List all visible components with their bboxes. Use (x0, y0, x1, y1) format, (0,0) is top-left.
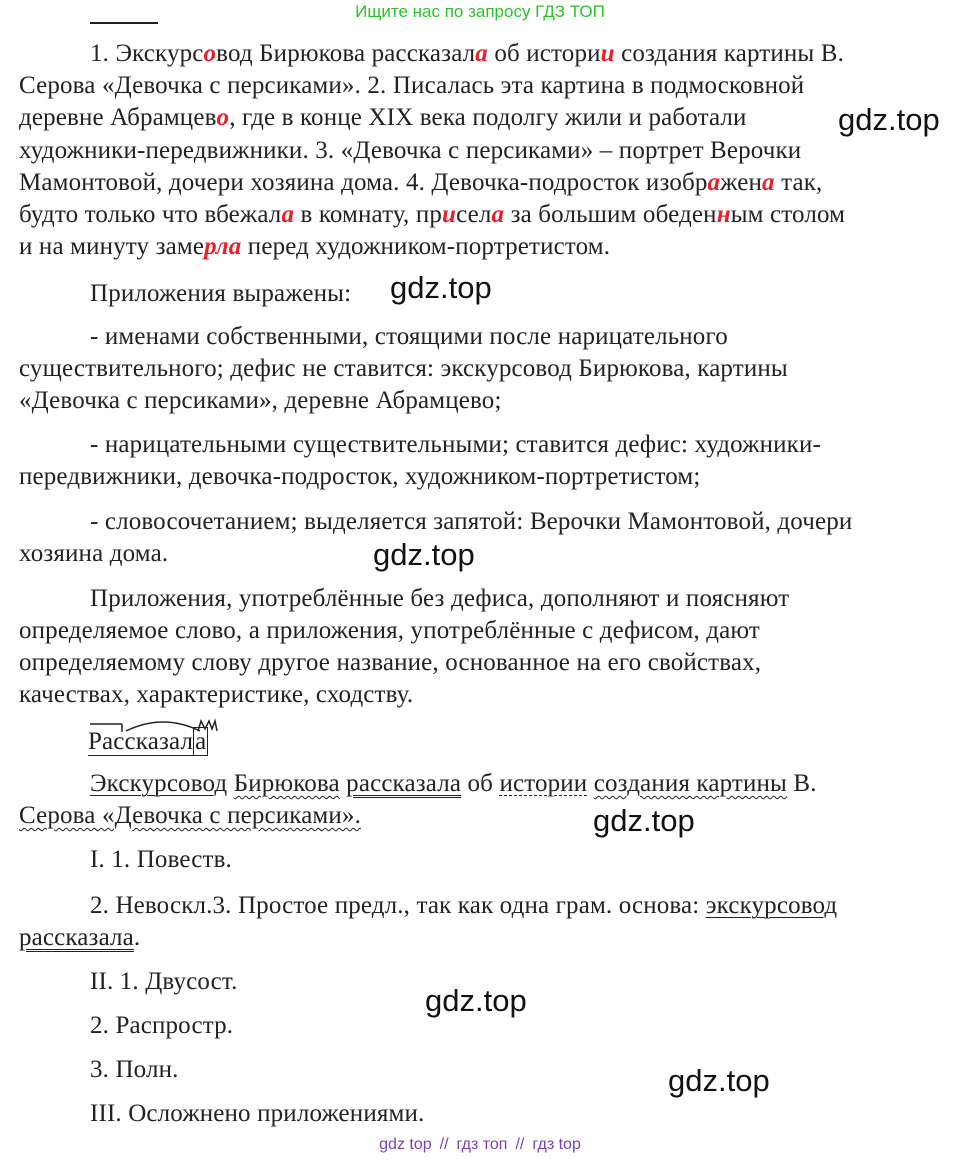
analysis-item-5: 3. Полн. (90, 1056, 179, 1083)
item-3-line-2: хозяина дома. (19, 540, 169, 567)
conclusion-line-3: определяемому слову другое название, основанное на его свойствах, (19, 649, 762, 676)
watermark: gdz.top (838, 102, 940, 137)
item-1-line-1: - именами собственными, стоящими после нарицательного (90, 323, 728, 350)
bottom-links (0, 1136, 960, 1154)
item-1-line-3: «Девочка с персиками», деревне Абрамцево; (19, 387, 502, 414)
watermark: gdz.top (390, 270, 492, 305)
analysis-item-2-cont: рассказала. (19, 924, 141, 951)
top-divider (90, 22, 158, 24)
subject: Экскурсовод (90, 770, 228, 797)
word-stem: Рассказал (88, 728, 194, 755)
object: истории (499, 770, 588, 797)
bottom-separator: // (515, 1136, 525, 1153)
watermark: gdz.top (593, 803, 695, 838)
bottom-link-3[interactable]: гдз top (532, 1136, 581, 1153)
appositions-heading: Приложения выражены: (90, 280, 352, 307)
conclusion-line-2: определяемое слово, а приложения, употреблённые с дефисом, дают (19, 617, 760, 644)
top-banner[interactable]: Ищите нас по запросу ГДЗ ТОП (355, 2, 605, 21)
analysis-item-3: II. 1. Двусост. (90, 968, 238, 995)
analysis-item-2: 2. Невоскл.3. Простое предл., так как одна грам. основа: экскурсовод (90, 892, 838, 919)
analysis-item-4: 2. Распростр. (90, 1012, 234, 1039)
item-2-line-2: передвижники, девочка-подросток, художником-портретистом; (19, 463, 701, 490)
paragraph-1-line-5: Мамонтовой, дочери хозяина дома. 4. Девочка-подросток изображена так, (19, 169, 823, 196)
paragraph-1-line-7: и на минуту замерла перед художником-портретистом. (19, 233, 611, 260)
analysis-item-1: I. 1. Повеств. (90, 846, 232, 873)
apposition: Бирюкова (233, 770, 340, 797)
attribute: создания картины (593, 770, 787, 797)
paragraph-1-line-6: будто только что вбежала в комнату, присела за большим обеденным столом (19, 201, 846, 228)
conclusion-line-4: качествах, характеристике, сходству. (19, 681, 414, 708)
bottom-link-1[interactable]: gdz top (379, 1136, 432, 1153)
morpheme-word (90, 726, 208, 758)
predicate: рассказала (346, 770, 462, 797)
analysis-sentence-line-1: Экскурсовод Бирюкова рассказала об истории создания картины В. (90, 770, 817, 797)
bottom-link-2[interactable]: гдз топ (456, 1136, 508, 1153)
item-1-line-2: существительного; дефис не ставится: экскурсовод Бирюкова, картины (19, 355, 788, 382)
watermark: gdz.top (373, 537, 475, 572)
paragraph-1-line-1: 1. Экскурсовод Бирюкова рассказала об истории создания картины В. (90, 40, 844, 67)
analysis-item-6: III. Осложнено приложениями. (90, 1100, 425, 1127)
predicate: рассказала (19, 924, 134, 951)
analysis-sentence-line-2: Серова «Девочка с персиками». (19, 802, 361, 829)
word-ending: а (195, 728, 207, 755)
watermark: gdz.top (668, 1063, 770, 1098)
paragraph-1-line-2: Серова «Девочка с персиками». 2. Писалась эта картина в подмосковной (19, 72, 805, 99)
paragraph-1-line-3: деревне Абрамцево, где в конце XIX века подолгу жили и работали (19, 104, 747, 131)
watermark: gdz.top (425, 983, 527, 1018)
paragraph-1-line-4: художники-передвижники. 3. «Девочка с персиками» – портрет Верочки (19, 137, 802, 164)
item-2-line-1: - нарицательными существительными; ставится дефис: художники- (90, 431, 821, 458)
item-3-line-1: - словосочетанием; выделяется запятой: Верочки Мамонтовой, дочери (90, 508, 853, 535)
subject: экскурсовод (705, 892, 838, 919)
bottom-separator: // (439, 1136, 449, 1153)
conclusion-line-1: Приложения, употреблённые без дефиса, дополняют и поясняют (90, 585, 790, 612)
